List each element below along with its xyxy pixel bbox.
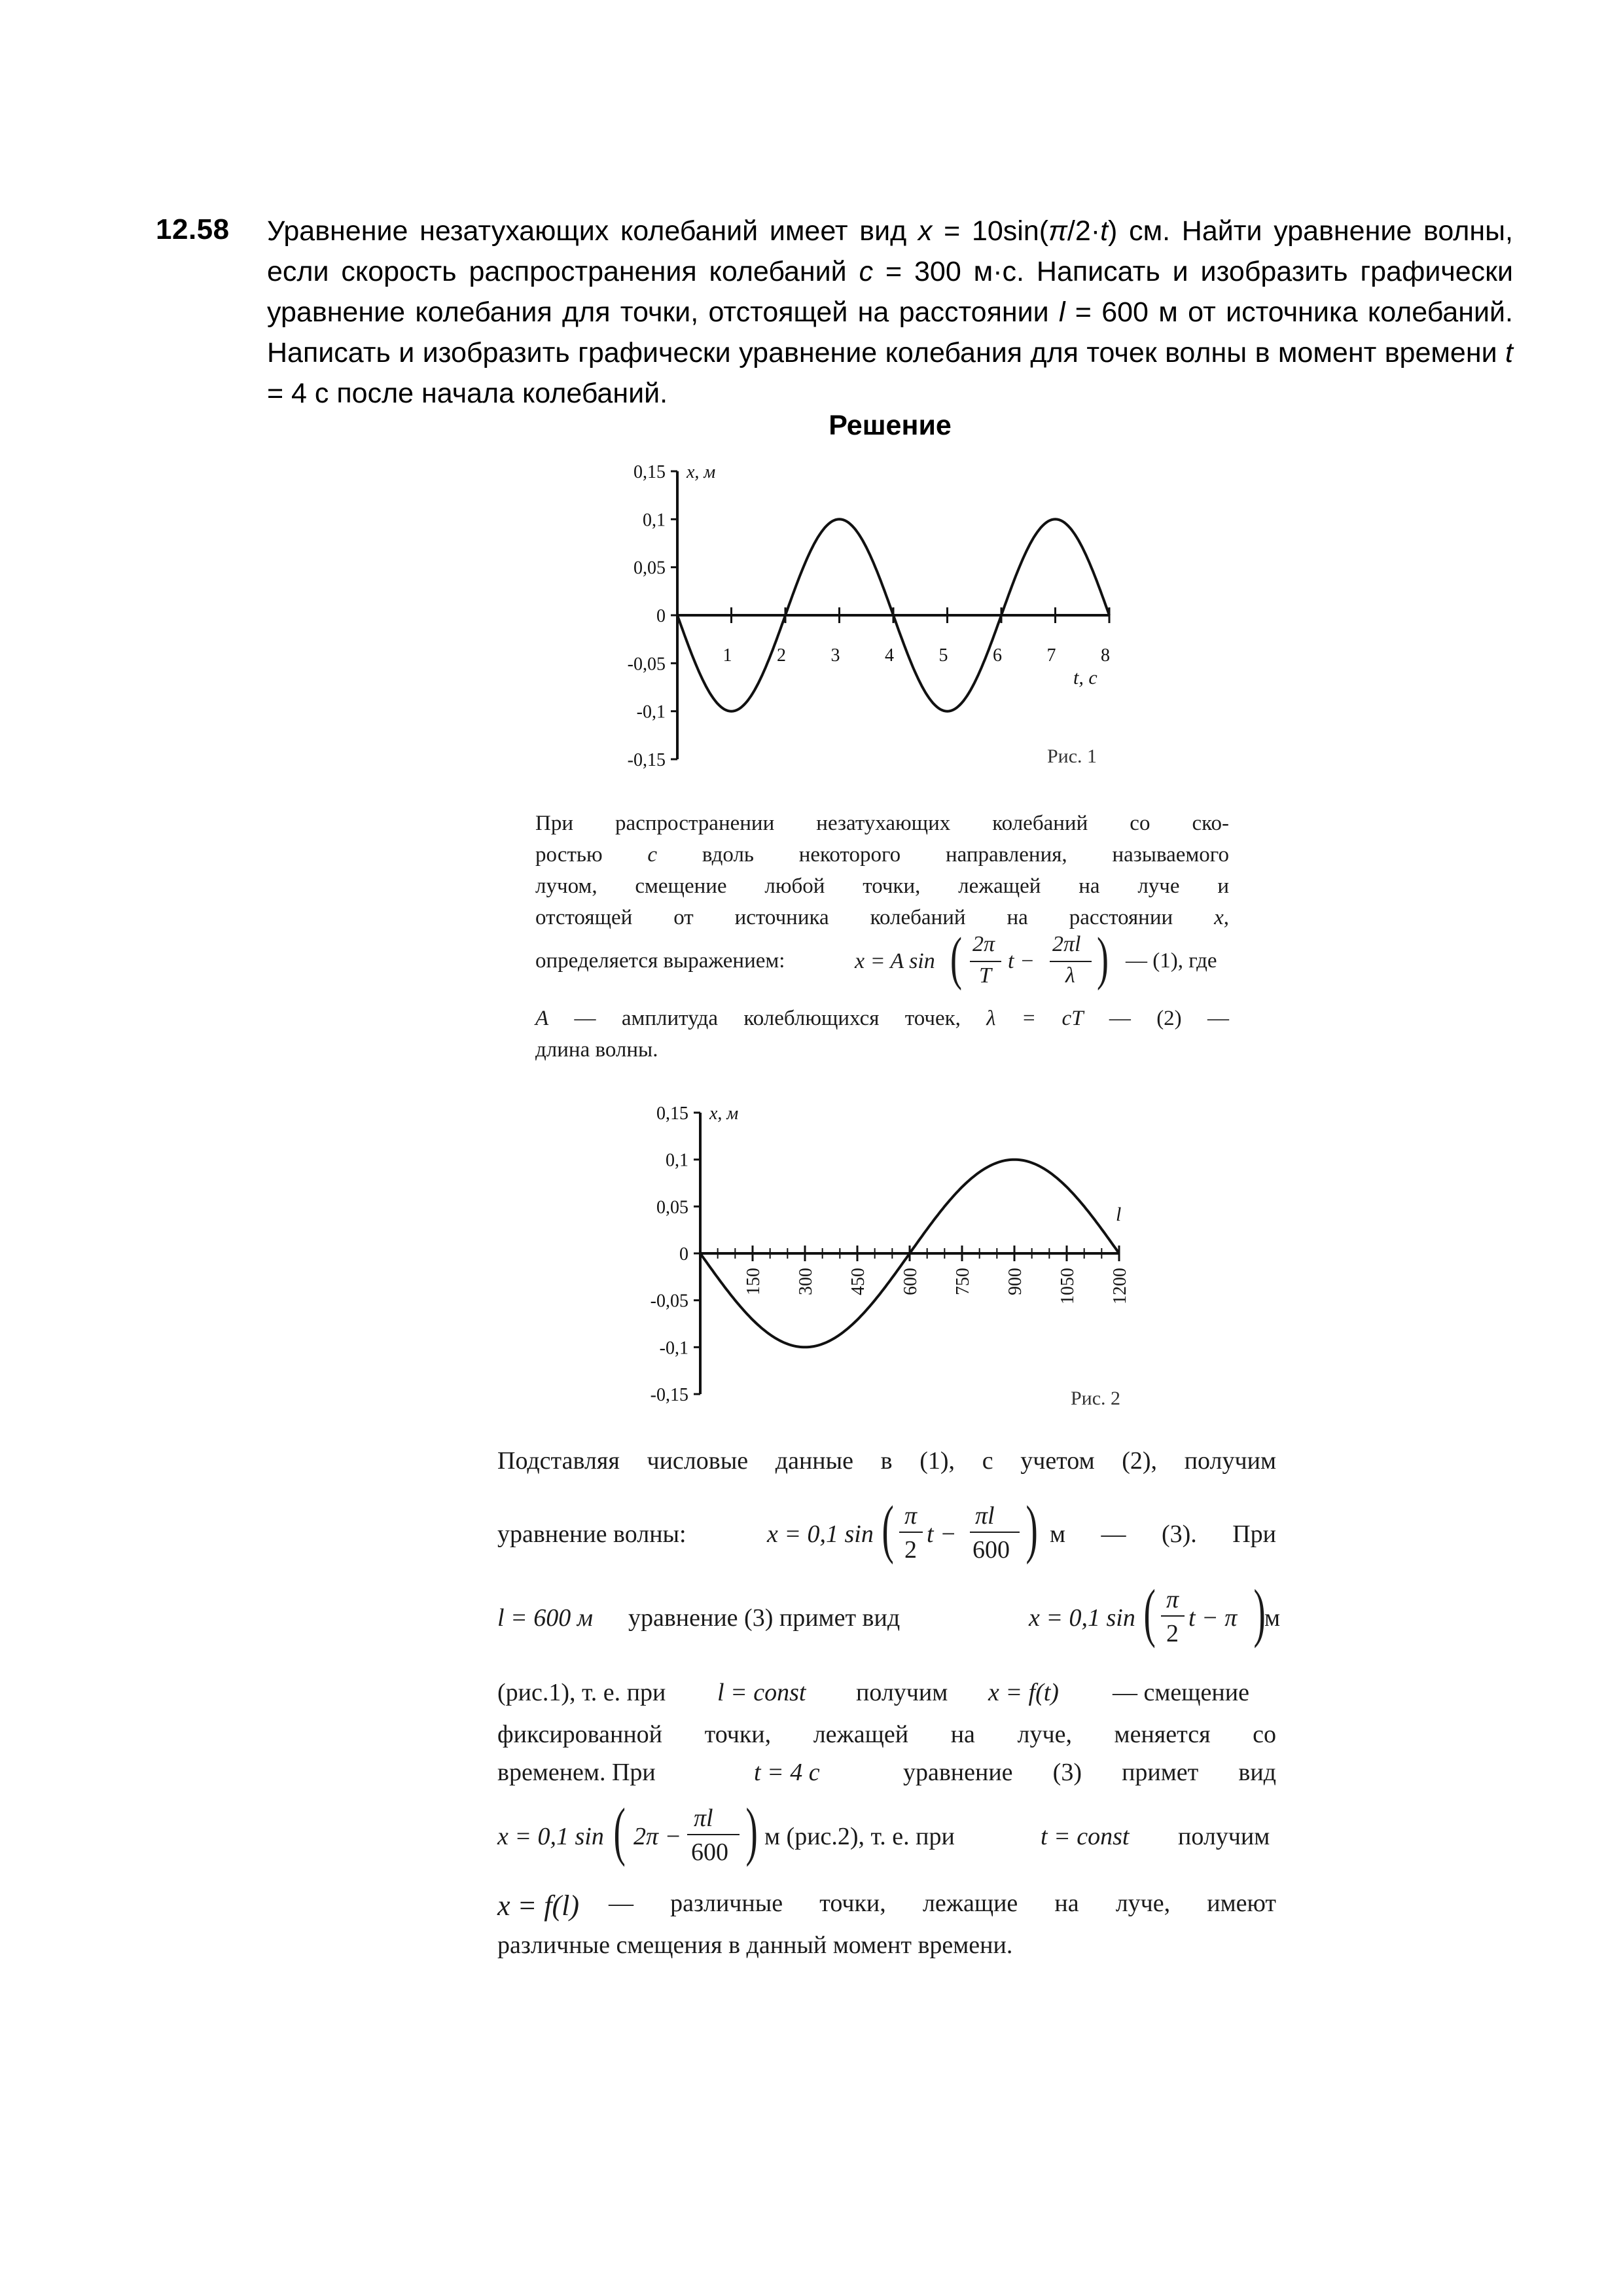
x-tick-label: 300 [796,1268,816,1295]
problem-text: Уравнение незатухающих колебаний имеет вид x = 10sin(π/2·t) см. Найти уравнение волны, если скорость распространения колебаний c = 300 м·с. Написать и изобразить графически уравнение колебания для точки, отстоящей на расстоянии l = 600 м от источника колебаний. Написать и изобразить графически уравнение колебания для точек волны в момент времени t = 4 с после начала колебаний. [267,215,1514,409]
x-tick-label: 2 [777,645,786,666]
figure-1-chart [589,445,1152,785]
y-tick-label: 0,1 [666,1150,688,1171]
y-tick-label: 0,05 [656,1197,688,1218]
x-axis-label: l [1116,1204,1122,1225]
figure-caption: Рис. 1 [1047,745,1097,767]
y-tick-label: -0,15 [627,750,666,770]
x-tick-label: 450 [848,1268,868,1295]
y-tick-label: -0,15 [650,1385,688,1405]
x-axis-label: t, c [1073,667,1097,689]
y-tick-label: 0 [679,1244,688,1265]
paragraph-theory-end: A — амплитуда колеблющихся точек, λ = cT — (2) — длина волны. [535,1007,1230,1062]
x-tick-label: 750 [953,1268,973,1295]
paragraph-solution: Подставляя числовые данные в (1), с учетом (2), получим уравнение волны: x = 0,1 sin ( π 2 t − πl 600 ) м — (3). При l = 600 м уравнение (3) примет вид x = 0,1 sin ( π 2 t − π ) м (рис.1), т. е. при l = const получим x = f(t) — смещение фиксированной точки, лежащей на луче, меняется со временем. При t = 4 с уравнение (3) примет вид x = 0,1 sin ( 2π − πl 600 ) м (рис.2), т. е. при t = const получим x = f(l) — различные точки, лежащие на луче, имеют различные смещения в данный момент времени. [497,1447,1281,1959]
figure-caption: Рис. 2 [1071,1388,1121,1409]
equation-1-line: определяется выражением: x = A sin ( 2π T t − 2πl λ ) — (1), где [535,926,1217,991]
y-axis-label: x, м [709,1103,739,1124]
figure-2-chart [609,1093,1158,1420]
y-tick-label: 0,1 [643,510,666,531]
y-tick-label: 0,15 [656,1103,688,1124]
x-tick-label: 3 [830,645,840,666]
x-tick-label: 6 [993,645,1002,666]
y-tick-label: 0,15 [633,462,666,482]
x-tick-label: 8 [1101,645,1110,666]
y-tick-label: -0,05 [627,654,666,675]
y-tick-label: -0,1 [636,702,666,723]
x-tick-label: 150 [743,1268,764,1295]
x-tick-label: 1200 [1110,1268,1130,1304]
x-tick-label: 7 [1046,645,1056,666]
x-tick-label: 1 [722,645,732,666]
paragraph-theory: При распространении незатухающих колебаний со ско- ростью c вдоль некоторого направления, называемого лучом, смещение любой точки, лежащей на луче и отстоящей от источника колебаний на расстоянии x, [535,812,1229,929]
y-tick-label: 0 [656,606,666,626]
x-tick-label: 900 [1005,1268,1026,1295]
x-tick-label: 4 [885,645,894,666]
y-axis-label: x, м [687,462,716,482]
problem-number: 12.58 [156,213,230,245]
y-tick-label: -0,1 [659,1338,688,1359]
y-tick-label: -0,05 [650,1291,688,1312]
x-tick-label: 600 [901,1268,921,1295]
y-tick-label: 0,05 [633,558,666,579]
x-tick-label: 1050 [1058,1268,1078,1304]
x-tick-label: 5 [938,645,948,666]
solution-heading: Решение [829,410,952,441]
